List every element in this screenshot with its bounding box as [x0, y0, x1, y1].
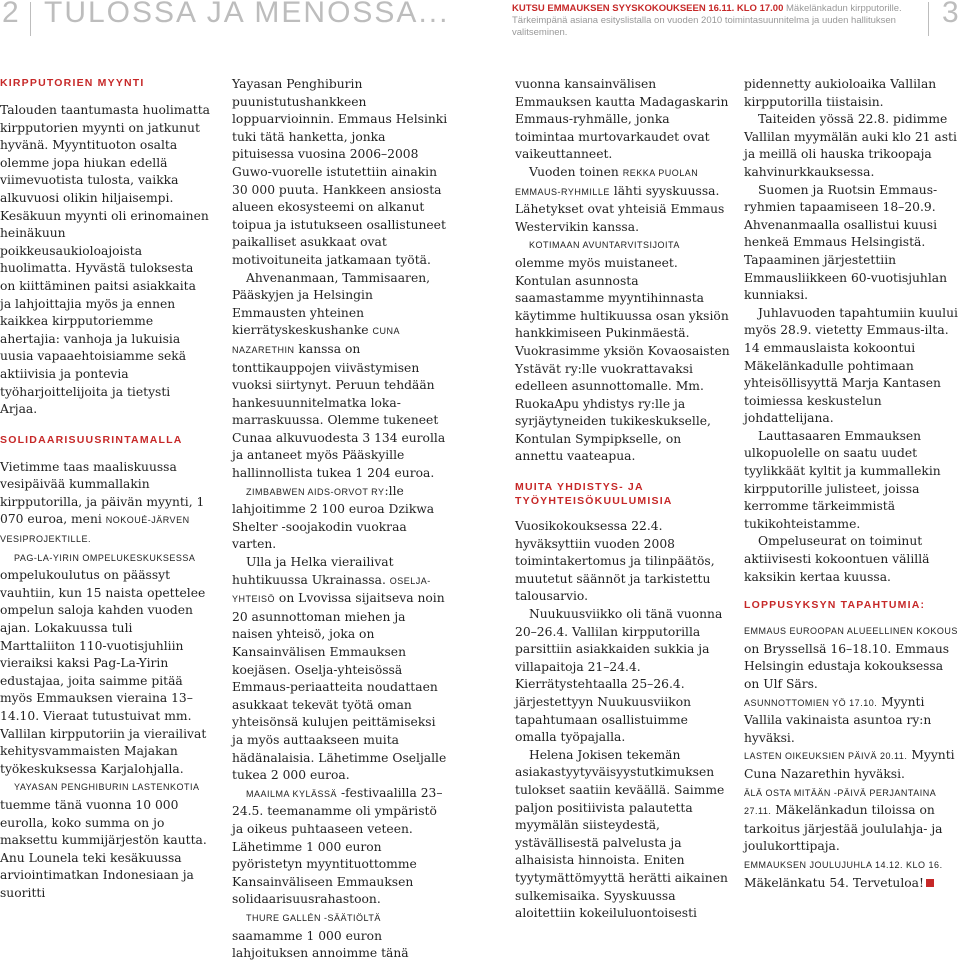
text: kanssa on tonttikauppojen viivästymisen vuoksi siirtynyt. Peruun tehdään hankesuunnitelmatka loka-marraskuussa. Olemme tukeneet Cunaa alkuvuodesta 3 134 eurolla ja antaneet myös Pääskyille hallinnollista tukea 1 204 euroa. [232, 341, 446, 481]
project-name: ZIMBABWEN AIDS-ORVOT RY [246, 486, 385, 497]
paragraph: pidennetty aukioloaika Vallilan kirpputorilla tiistaisin. [744, 77, 937, 109]
text: Vietimme taas maaliskuussa vesipäivää kummallakin kirpputorilla, ja päivän myynti, 1 070 euroa, meni [0, 459, 205, 527]
project-name: CUNA NAZARETHIN [232, 326, 400, 355]
event-text: Myynti Vallila vakinaista asuntoa ry:n hyväksi. [744, 694, 932, 745]
meeting-notice-title: KUTSU EMMAUKSEN SYYSKOKOUKSEEN 16.11. KLO 17.00 [512, 3, 784, 14]
text: saamamme 1 000 euron lahjoituksen annoimme tänä [232, 928, 409, 961]
event-item [744, 856, 960, 892]
page-number-left: 2 [2, 0, 20, 29]
header-divider-right [928, 2, 929, 36]
paragraph: Vuosikokouksessa 22.4. hyväksyttiin vuoden 2008 toimintakertomus ja tilinpäätös, muutetut säännöt ja tarkistettu talousarvio. [515, 519, 715, 604]
text: tuemme tänä vuonna 10 000 eurolla, koko summa on jo maksettu kummijärjestön kautta. Anu Lounela teki kesäkuussa arviointimatkan Indonesiaan ja suoritti [0, 797, 207, 900]
paragraph: Nuukuusviikko oli tänä vuonna 20–26.4. Vallilan kirpputorilla parsittiin asiakkaiden sukkia ja villapaitoja 21–24.4. Kierrätystehtaalla 25–26.4. järjestettyyn Nuukuusviikon tapahtumaan osallistuimme omalla työpajalla. [515, 607, 723, 745]
event-title: LASTEN OIKEUKSIEN PÄIVÄ 20.11. [744, 751, 908, 762]
end-square-icon [926, 879, 934, 887]
project-name: KOTIMAAN AVUNTARVITSIJOITA [529, 240, 680, 251]
paragraph: Helena Jokisen tekemän asiakastyytyväisyystutkimuksen tulokset saatiin keväällä. Saimme paljon positiivista palautetta myymälän siisteydestä, ystävällisestä palvelusta ja alhaisista hinnoista. Eniten tyytymättömyyttä herätti aikainen sulkemisaika. Syyskuussa aloitettiin kokeiluluontoisesti [515, 747, 728, 921]
paragraph: Yayasan Penghiburin puunistutushankkeen loppuarvioinnin. Emmaus Helsinki tuki tätä hanketta, jonka pituisessa vuosina 2006–2008 Guwo-vuorelle istutettiin ainakin 30 000 puuta. Hankkeen ansiosta alueen ekosysteemi on alkanut toipua ja istutukseen osallistuneet paikalliset asukkaat ovat motivoituneita jatkamaan työtä. [232, 77, 448, 267]
paragraph [232, 909, 448, 963]
event-text: Mäkelänkadun tilоissa on tarkoitus järjestää joululahja- ja joulukorttipaja. [744, 803, 943, 854]
page-number-right: 3 [942, 0, 959, 29]
magazine-section-title: TULOSSA JA MENOSSA... [44, 0, 450, 29]
heading-solidaarisuusrintamalla: SOLIDAARISUUSRINTAMALLA [0, 433, 183, 446]
paragraph: Lauttasaaren Emmauksen ulkopuolelle on saatu uudet tyylikkäät kyltit ja kummallekin kirpputorille julisteet, joissa kerromme tärkeimmistä tukikohteistamme. [744, 428, 941, 531]
text: Ahvenanmaan, Tammisaaren, Pääskyjen ja Helsingin Emmausten yhteinen kierrätyskeskushanke [232, 270, 431, 338]
paragraph [0, 778, 210, 902]
paragraph [515, 236, 731, 466]
project-name: OSELJA-YHTEISÖ [232, 575, 431, 605]
heading-kirpputorien-myynti: KIRPPUTORIEN MYYNTI [0, 77, 145, 89]
text: on Lvovissa sijaitseva noin 20 asunnottoman miehen ja naisen yhteisö, joka on Kansainvälisen Emmauksen koejäsen. Oselja-yhteisössä Emmaus-periaatteita noudattaen asukkaat tekevät työtä oman yhteisönsä kulujen peittämiseksi ja myös auttaakseen muita hädänalaisia. Lähetimme Oseljalle tukea 2 000 euroa. [232, 591, 447, 783]
text: olemme myös muistaneet. Kontulan asunnosta saamastamme myyntihinnasta käytimme hultikuussa osan yksiön hankkimiseen Pukinmäestä. Vuokrasimme yksiön Kovaosaisten Ystävät ry:lle vuokrattavaksi edelleen asunnottomalle. Mm. RuokaApu yhdistys ry:lle ja syrjäytyneiden tukikeskukselle, Kontulan Sympipkselle, on annettu vaateapua. [515, 255, 730, 464]
paragraph [0, 459, 210, 549]
project-name: MAAILMA KYLÄSSÄ [246, 788, 338, 799]
paragraph [232, 554, 448, 785]
event-title: EMMAUS EUROOPAN ALUEELLINEN KOKOUS [744, 626, 958, 637]
paragraph [232, 785, 448, 909]
page-header [0, 0, 960, 40]
paragraph: Taiteiden yössä 22.8. pidimme Vallilan myymälän auki klo 21 asti ja meillä oli hauska trikoopaja kahvinurkkauksessa. [744, 112, 957, 179]
heading-loppusyksyn-tapahtumia: LOPPUSYKSYN TAPAHTUMIA: [744, 599, 926, 612]
event-item [744, 622, 960, 693]
header-divider [30, 2, 31, 36]
event-text: Myynti Cuna Nazarethin hyväksi. [744, 748, 955, 781]
meeting-notice [512, 3, 912, 39]
paragraph: Suomen ja Ruotsin Emmaus-ryhmien tapaamiseen 18–20.9. Ahvenanmaalla osallistui kuusi henkeä Emmaus Helsingistä. Tapaaminen järjestettiin Emmausliikkeen 60-vuotisjuhlan kunniaksi. [744, 182, 948, 303]
text: Vuoden toinen [529, 164, 623, 179]
column-1 [0, 76, 210, 903]
column-4 [744, 76, 960, 892]
project-name: YAYASAN PENGHIBURIN LASTENKOTIA [14, 782, 200, 793]
paragraph: Talouden taantumasta huolimatta kirpputorien myynti on jatkunut hyvänä. Myyntituoton osalta olemme jopa hiukan edellä viimevuotista tulosta, vaikka alkuvuosi olikin hiljaisempi. Kesäkuun myynti oli erinomainen heinäkuun poikkeusaukioloajoista huolimatta. Hyvästä tuloksesta on kiittäminen paitsi asiakkaita ja lahjoittajia myös ja ennen kaikkea kirpputoriemme ahertajia: vanhoja ja lukuisia uusia vapaaehtoisiamme sekä aktiivisia ja pontevia työharjoittelijoita ja tietysti Arjaa. [0, 103, 210, 417]
text: Ulla ja Helka vierailivat huhtikuussa Ukrainassa. [232, 555, 394, 587]
text: :lle lahjoitimme 2 100 euroa Dzikwa Shelter -soojakodin vuokraa varten. [232, 483, 435, 552]
paragraph: Ompeluseurat on toiminut aktiivisesti kokoontuen välillä kaksikin kertaa kuussa. [744, 534, 930, 584]
event-title: EMMAUKSEN JOULUJUHLA 14.12. KLO 16. [744, 859, 943, 870]
column-3 [515, 76, 731, 923]
event-text: Mäkelänkatu 54. Tervetuloa! [744, 875, 924, 890]
project-name: NOKOUÉ-JÄRVEN VESIPROJEKTILLE. [0, 515, 190, 545]
heading-muita-kuulumisia: MUITA YHDISTYS- JA TYÖYHTEISÖKUULUMISIA [515, 481, 673, 508]
project-name: REKKA PUOLAN EMMAUS-RYHMILLE [515, 167, 699, 197]
column-2 [232, 76, 448, 963]
text: lähti syyskuussa. Lähetykset ovat yhteisiä Emmaus Westervikin kanssa. [515, 183, 725, 234]
event-item [744, 694, 960, 748]
project-name: PAG-LA-YIRIN OMPELUKESKUKSESSA [14, 552, 196, 563]
paragraph [232, 270, 448, 483]
event-item [744, 747, 960, 783]
paragraph: Juhlavuoden tapahtumiin kuului myös 28.9. vietetty Emmaus-ilta. 14 emmauslaista kokoontui Mäkelänkadulle pohtimaan yhteisöllisyyttä Marja Kantasen toimiessa keskustelun johdattelijana. [744, 305, 958, 426]
text: -festivaalilla 23–24.5. teemanamme oli ympäristö ja oikeus puhtaaseen veteen. Lähetimme 1 000 euron pyöristetyn myyntituottomme Kansainväliseen Emmauksen solidaarisuusrahastoon. [232, 785, 443, 907]
paragraph [232, 483, 448, 554]
event-title: ASUNNOTTOMIEN YÖ 17.10. [744, 697, 878, 708]
paragraph [0, 549, 210, 779]
project-name: THURE GALLÉN -SÄÄTIÖLTÄ [246, 912, 381, 923]
event-title: ÄLÄ OSTA MITÄÄN -PÄIVÄ PERJANTAINA 27.11. [744, 787, 936, 817]
event-item [744, 784, 960, 856]
meeting-notice-text: Mäkelänkadun kirpputorille. Tärkeimpänä asiana esityslistalla on vuoden 2010 toimintasuunnitelma ja uuden hallituksen valitseminen. [512, 3, 902, 38]
paragraph [515, 164, 731, 236]
paragraph: vuonna kansainvälisen Emmauksen kautta Madagaskarin Emmaus-ryhmälle, jonka toimintaa murtovarkaudet ovat vaikeuttanneet. [515, 77, 729, 162]
event-text: on Bryssellsä 16–18.10. Emmaus Helsingin edustaja kokouksessa on Ulf Särs. [744, 641, 950, 691]
text: ompelukoulutus on päässyt vauhtiin, kun 15 naista opettelee ompelun saloja kahden vuoden ajan. Lokakuussa tuli Marttaliiton 110-vuotisjuhliin vieraiksi kaksi Pag-La-Yirin edustajaa, joita saimme pitää myös Emmauksen vieraina 13–14.10. Vieraat tutustuivat mm. Vallilan kirpputoriin ja vierailivat kehitysvammaisten Majakan työkeskuksessa Karjalohjalla. [0, 568, 207, 776]
